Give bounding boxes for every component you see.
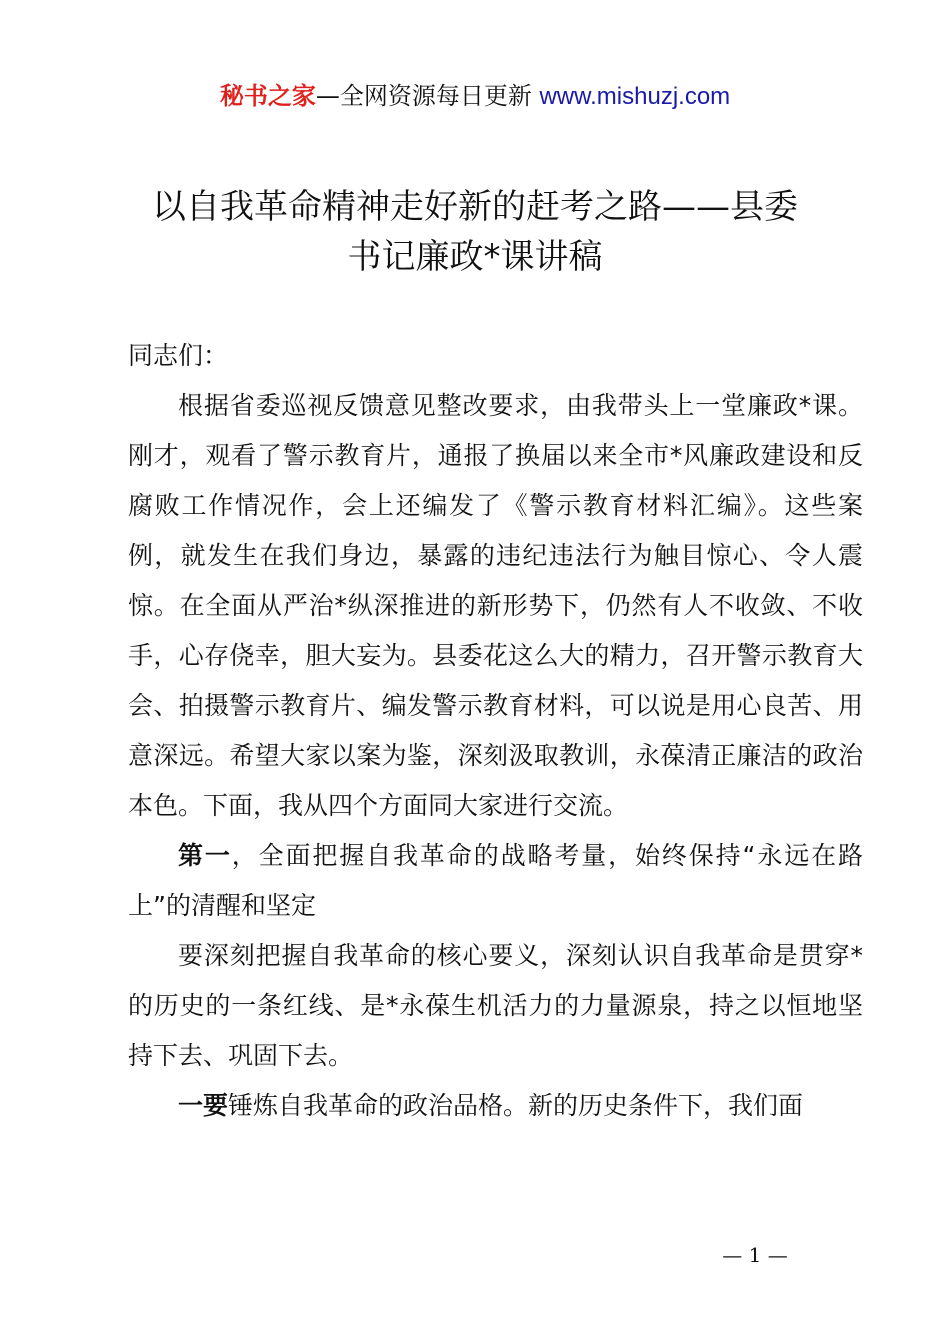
title-line-1: 以自我革命精神走好新的赶考之路——县委 xyxy=(152,187,798,227)
site-url[interactable]: www.mishuzj.com xyxy=(539,83,731,110)
header-slogan: —全网资源每日更新 xyxy=(315,82,532,110)
title-line-2: 书记廉政*课讲稿 xyxy=(347,237,603,277)
section-heading-text: ，全面把握自我革命的战略考量，始终保持“永远在路上”的清醒和坚定 xyxy=(128,841,863,920)
salutation: 同志们： xyxy=(128,341,229,370)
site-header xyxy=(0,80,950,113)
paragraph-intro: 根据省委巡视反馈意见整改要求，由我带头上一堂廉政*课。刚才，观看了警示教育片，通报了换届以来全市*风廉政建设和反腐败工作情况作，会上还编发了《警示教育材料汇编》。这些案例，就发生在我们身边，暴露的违纪违法行为触目惊心、令人震惊。在全面从严治*纵深推进的新形势下，仍然有人不收敛、不收手，心存侥幸，胆大妄为。县委花这么大的精力，召开警示教育大会、拍摄警示教育片、编发警示教育材料，可以说是用心良苦、用意深远。希望大家以案为鉴，深刻汲取教训，永葆清正廉洁的政治本色。下面，我从四个方面同大家进行交流。 xyxy=(128,391,863,820)
point-lead: 一要 xyxy=(178,1091,229,1120)
brand-name: 秘书之家 xyxy=(219,82,316,110)
point-text: 锤炼自我革命的政治品格。新的历史条件下，我们面 xyxy=(228,1091,804,1120)
paragraph-section-one xyxy=(128,831,863,931)
paragraph-point-one xyxy=(128,1081,863,1131)
document-title xyxy=(100,182,850,282)
document-body xyxy=(128,331,863,1131)
paragraph-section-one-body: 要深刻把握自我革命的核心要义，深刻认识自我革命是贯穿*的历史的一条红线、是*永葆生机活力的力量源泉，持之以恒地坚持下去、巩固下去。 xyxy=(128,941,863,1070)
page-number: — 1 — xyxy=(722,1243,788,1267)
section-lead: 第一 xyxy=(178,841,232,870)
